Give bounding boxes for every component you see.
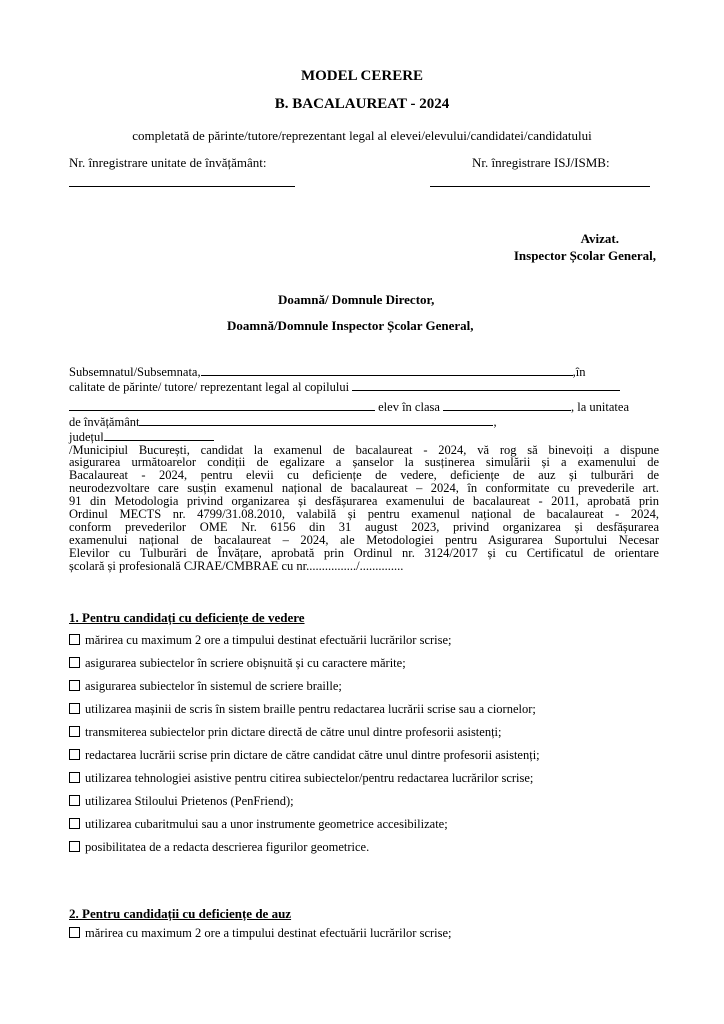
body-paragraph-line: conform prevederilor OME Nr. 6156 din 31 august 2023, privind organizarea și desfășurarea: [69, 519, 659, 534]
county-label: județul: [69, 429, 104, 444]
institution-field[interactable]: [139, 414, 493, 426]
guardian-label: calitate de părinte/ tutore/ reprezentant legal al copilului: [69, 379, 350, 394]
addressee-director: Doamnă/ Domnule Director,: [278, 292, 435, 307]
checkbox-label: mărirea cu maximum 2 ore a timpului destinat efectuării lucrărilor scrise;: [85, 926, 452, 940]
body-line-3: [69, 399, 659, 414]
body-paragraph-line: 91 din Metodologia privind organizarea și desfășurarea examenului de bacalaureat - 2011, aprobată prin: [69, 494, 659, 509]
section-2-title: 2. Pentru candidații cu deficiențe de auz: [69, 906, 292, 921]
body-paragraph-line: /Municipiul București, candidat la examenul de bacalaureat - 2024, vă rog să binevoiți a dispune: [69, 442, 659, 457]
checkbox-item[interactable]: [69, 725, 502, 740]
checkbox-item[interactable]: [69, 679, 342, 694]
body-paragraph-line: Ordinul MECTS nr. 4799/31.08.2010, valabilă și pentru examenul național de bacalaureat - 2024,: [69, 507, 659, 522]
checkbox[interactable]: [69, 726, 80, 737]
body-paragraph-line: asigurarea următoarelor condiții de egalizare a șanselor la susținerea simulării și a examenului de: [69, 455, 659, 470]
body-line-1: [69, 364, 659, 379]
checkbox-item[interactable]: [69, 702, 536, 717]
checkbox-label: asigurarea subiectelor în sistemul de scriere braille;: [85, 679, 342, 693]
school-registration-label: Nr. înregistrare unitate de învățământ:: [69, 155, 267, 170]
body-paragraph-line: examenului național de bacalaureat – 2024, ale Metodologiei pentru Asigurarea Suportului Necesar: [69, 532, 659, 547]
checkbox-label: transmiterea subiectelor prin dictare directă de către unul dintre profesorii asistenți;: [85, 725, 502, 739]
signatory-label: Subsemnatul/Subsemnata,: [69, 365, 201, 379]
checkbox-item[interactable]: [69, 817, 448, 832]
checkbox-label: utilizarea mașinii de scris în sistem braille pentru redactarea lucrării scrise sau a ciornelor;: [85, 702, 536, 716]
checkbox[interactable]: [69, 841, 80, 852]
class-label: elev în clasa: [378, 399, 440, 414]
document-subtitle: B. BACALAUREAT - 2024: [274, 96, 450, 112]
completed-by-note: completată de părinte/tutore/reprezentant legal al elevei/elevului/candidatei/candidatului: [132, 128, 592, 143]
checkbox[interactable]: [69, 927, 80, 938]
body-paragraph-line: Bacalaureat - 2024, pentru elevii cu deficiențe de vedere, deficiențe de auz și tulburări de: [69, 468, 659, 483]
isj-registration-label: Nr. înregistrare ISJ/ISMB:: [472, 155, 610, 170]
checkbox-item[interactable]: [69, 794, 294, 809]
checkbox-label: asigurarea subiectelor în scriere obișnuită și cu caractere mărite;: [85, 656, 406, 670]
approval-avizat: Avizat.: [580, 231, 619, 246]
certificate-number-line: școlară și profesională CJRAE/CMBRAE cu nr................/..............: [69, 558, 404, 573]
checkbox-label: utilizarea tehnologiei asistive pentru citirea subiectelor/pentru redactarea lucrărilor scrise;: [85, 771, 534, 785]
school-registration-field[interactable]: [69, 186, 295, 187]
checkbox-label: redactarea lucrării scrise prin dictare de către candidat către unul dintre profesorii asistenți;: [85, 748, 540, 762]
checkbox[interactable]: [69, 680, 80, 691]
checkbox-label: mărirea cu maximum 2 ore a timpului destinat efectuării lucrărilor scrise;: [85, 633, 452, 647]
checkbox[interactable]: [69, 749, 80, 760]
checkbox-item[interactable]: [69, 840, 369, 855]
checkbox-label: posibilitatea de a redacta descrierea figurilor geometrice.: [85, 840, 370, 854]
checkbox-label: utilizarea Stiloului Prietenos (PenFriend);: [85, 794, 294, 808]
child-name-field[interactable]: [352, 379, 620, 391]
addressee-inspector: Doamnă/Domnule Inspector Școlar General,: [227, 318, 474, 333]
body-line-5: [69, 429, 659, 444]
class-field[interactable]: [443, 399, 571, 411]
checkbox-item[interactable]: [69, 748, 540, 763]
checkbox-item[interactable]: [69, 656, 406, 671]
body-text: ,în: [572, 365, 586, 379]
checkbox[interactable]: [69, 657, 80, 668]
county-field[interactable]: [104, 429, 214, 441]
child-name-field-continued[interactable]: [69, 399, 375, 411]
body-line-4: [69, 414, 659, 429]
checkbox[interactable]: [69, 818, 80, 829]
checkbox-label: utilizarea cubaritmului sau a unor instrumente geometrice accesibilizate;: [85, 817, 448, 831]
checkbox[interactable]: [69, 795, 80, 806]
checkbox[interactable]: [69, 634, 80, 645]
institution-label: de învățământ: [69, 414, 140, 429]
body-text: ,: [493, 414, 497, 429]
checkbox-item[interactable]: [69, 771, 533, 786]
isj-registration-field[interactable]: [430, 186, 650, 187]
document-title: MODEL CERERE: [300, 68, 424, 84]
request-body: [69, 364, 659, 573]
checkbox[interactable]: [69, 703, 80, 714]
signatory-name-field[interactable]: [201, 364, 573, 376]
section-1-title: 1. Pentru candidați cu deficiențe de vedere: [69, 610, 305, 625]
body-line-2: [69, 379, 659, 394]
checkbox-item[interactable]: [69, 926, 452, 941]
approval-inspector: Inspector Școlar General,: [513, 248, 656, 263]
body-paragraph-line: Elevilor cu Tulburări de Învățare, aprobată prin Ordinul nr. 3124/2017 și cu Certificatul de orientare: [69, 545, 659, 560]
body-paragraph-line: neurodezvoltare care susțin examenul național de bacalaureat – 2024, în conformitate cu prevederile art.: [69, 481, 659, 496]
school-label: , la unitatea: [571, 399, 629, 414]
checkbox-item[interactable]: [69, 633, 452, 648]
checkbox[interactable]: [69, 772, 80, 783]
